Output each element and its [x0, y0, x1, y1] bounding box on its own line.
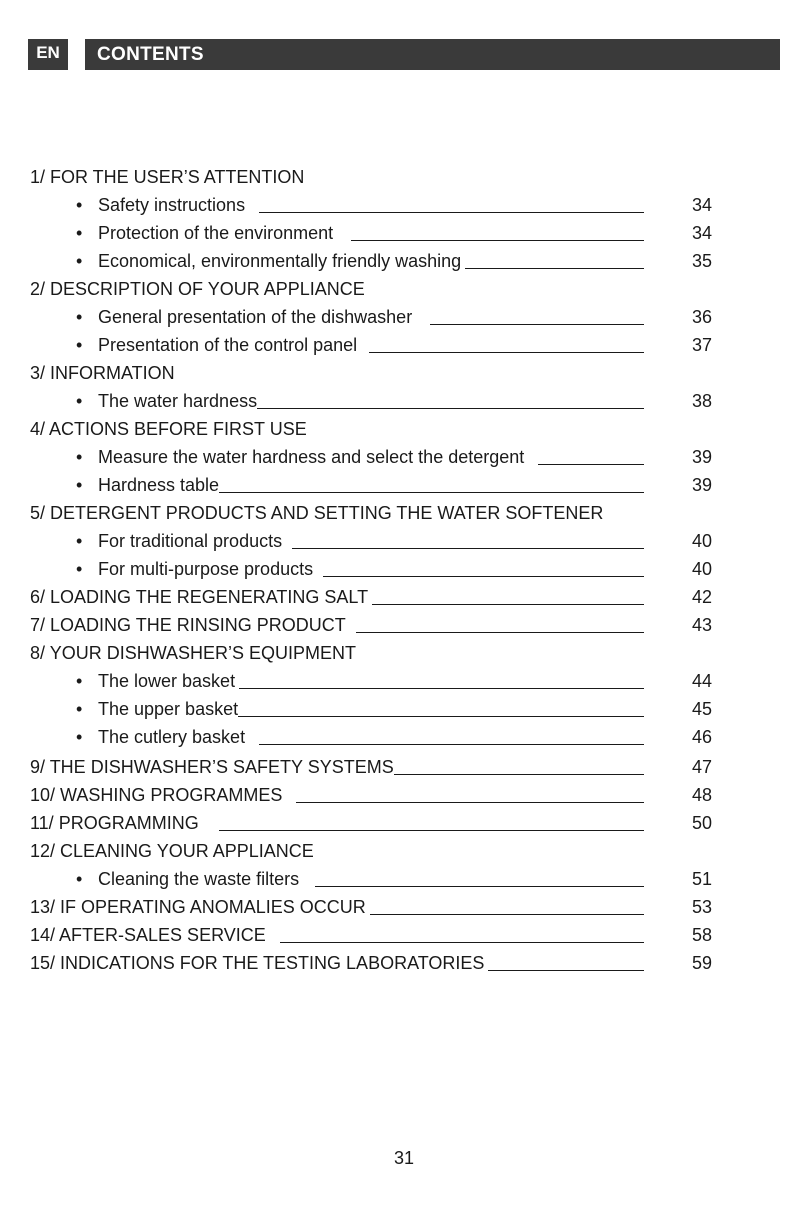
toc-page-number: 42: [691, 587, 712, 607]
bullet-icon: •: [76, 447, 83, 467]
leader-line: [315, 886, 644, 887]
toc-section-2[interactable]: [30, 275, 720, 303]
toc-page-number: 45: [691, 699, 712, 719]
leader-line: [219, 492, 644, 493]
toc-item-label: Measure the water hardness and select the detergent: [98, 447, 525, 467]
toc-page-number: 50: [691, 813, 712, 833]
toc-page-number: 40: [691, 531, 712, 551]
toc-section-title: 14/ AFTER-SALES SERVICE: [30, 925, 266, 945]
leader-line: [296, 802, 644, 803]
toc-item-upper-basket[interactable]: [30, 695, 720, 723]
bullet-icon: •: [76, 531, 83, 551]
toc-item-waste-filters[interactable]: [30, 865, 720, 893]
toc-item-hardness-table[interactable]: [30, 471, 720, 499]
leader-line: [370, 914, 644, 915]
toc-section-10[interactable]: [30, 781, 720, 809]
toc-item-label: The lower basket: [98, 671, 236, 691]
toc-page-number: 34: [691, 223, 712, 243]
toc-item-cutlery-basket[interactable]: [30, 723, 720, 751]
bullet-icon: •: [76, 869, 83, 889]
bullet-icon: •: [76, 727, 83, 747]
toc-item-economical-washing[interactable]: [30, 247, 720, 275]
toc-item-label: The cutlery basket: [98, 727, 246, 747]
toc-section-title: 6/ LOADING THE REGENERATING SALT: [30, 587, 369, 607]
toc-section-12[interactable]: [30, 837, 720, 865]
bullet-icon: •: [76, 559, 83, 579]
toc-item-label: The water hardness: [98, 391, 258, 411]
toc-item-label: Presentation of the control panel: [98, 335, 358, 355]
language-badge: EN: [28, 39, 68, 70]
toc-item-label: The upper basket: [98, 699, 239, 719]
toc-page-number: 46: [691, 727, 712, 747]
page-title: CONTENTS: [85, 39, 780, 70]
toc-item-label: For traditional products: [98, 531, 283, 551]
toc-section-title: 13/ IF OPERATING ANOMALIES OCCUR: [30, 897, 366, 917]
leader-line: [369, 352, 644, 353]
toc-page-number: 43: [691, 615, 712, 635]
bullet-icon: •: [76, 223, 83, 243]
toc-page-number: 59: [691, 953, 712, 973]
toc-item-safety-instructions[interactable]: [30, 191, 720, 219]
toc-section-4[interactable]: [30, 415, 720, 443]
toc-item-measure-water-hardness[interactable]: [30, 443, 720, 471]
toc-section-6[interactable]: [30, 583, 720, 611]
toc-item-multi-purpose-products[interactable]: [30, 555, 720, 583]
toc-item-label: Protection of the environment: [98, 223, 334, 243]
toc-page-number: 37: [691, 335, 712, 355]
leader-line: [259, 744, 644, 745]
toc-page-number: 44: [691, 671, 712, 691]
bullet-icon: •: [76, 251, 83, 271]
toc-page-number: 58: [691, 925, 712, 945]
toc-section-title: 4/ ACTIONS BEFORE FIRST USE: [30, 419, 307, 439]
leader-line: [280, 942, 644, 943]
bullet-icon: •: [76, 195, 83, 215]
toc-item-water-hardness[interactable]: [30, 387, 720, 415]
toc-page-number: 35: [691, 251, 712, 271]
toc-page-number: 47: [691, 757, 712, 777]
toc-item-traditional-products[interactable]: [30, 527, 720, 555]
leader-line: [292, 548, 644, 549]
leader-line: [351, 240, 644, 241]
toc-section-title: 2/ DESCRIPTION OF YOUR APPLIANCE: [30, 279, 365, 299]
toc-section-14[interactable]: [30, 921, 720, 949]
bullet-icon: •: [76, 671, 83, 691]
leader-line: [239, 688, 644, 689]
toc-page-number: 39: [691, 447, 712, 467]
leader-line: [257, 408, 644, 409]
bullet-icon: •: [76, 699, 83, 719]
bullet-icon: •: [76, 475, 83, 495]
bullet-icon: •: [76, 391, 83, 411]
toc-section-title: 12/ CLEANING YOUR APPLIANCE: [30, 841, 314, 861]
leader-line: [259, 212, 644, 213]
toc-section-title: 11/ PROGRAMMING: [30, 813, 199, 833]
leader-line: [394, 774, 644, 775]
toc-section-15[interactable]: [30, 949, 720, 977]
toc-page-number: 48: [691, 785, 712, 805]
toc-section-title: 9/ THE DISHWASHER’S SAFETY SYSTEMS: [30, 757, 394, 777]
toc-section-title: 1/ FOR THE USER’S ATTENTION: [30, 167, 305, 187]
toc-section-9[interactable]: [30, 751, 720, 781]
leader-line: [238, 716, 644, 717]
leader-line: [356, 632, 644, 633]
toc-item-protection-environment[interactable]: [30, 219, 720, 247]
leader-line: [538, 464, 644, 465]
toc-page-number: 53: [691, 897, 712, 917]
toc-item-control-panel[interactable]: [30, 331, 720, 359]
toc-page-number: 39: [691, 475, 712, 495]
toc-item-label: Hardness table: [98, 475, 220, 495]
toc-page-number: 51: [691, 869, 712, 889]
toc-section-title: 15/ INDICATIONS FOR THE TESTING LABORATORIES: [30, 953, 485, 973]
toc-section-11[interactable]: [30, 809, 720, 837]
toc-section-title: 8/ YOUR DISHWASHER’S EQUIPMENT: [30, 643, 357, 663]
toc-item-label: General presentation of the dishwasher: [98, 307, 413, 327]
leader-line: [430, 324, 644, 325]
toc-section-8[interactable]: [30, 639, 720, 667]
toc-section-title: 7/ LOADING THE RINSING PRODUCT: [30, 615, 346, 635]
toc-item-lower-basket[interactable]: [30, 667, 720, 695]
toc-section-13[interactable]: [30, 893, 720, 921]
leader-line: [465, 268, 644, 269]
toc-item-label: Economical, environmentally friendly washing: [98, 251, 462, 271]
toc-page-number: 34: [691, 195, 712, 215]
table-of-contents: [30, 163, 720, 977]
toc-section-title: 5/ DETERGENT PRODUCTS AND SETTING THE WATER SOFTENER: [30, 503, 604, 523]
toc-page-number: 38: [691, 391, 712, 411]
leader-line: [323, 576, 644, 577]
bullet-icon: •: [76, 307, 83, 327]
leader-line: [219, 830, 644, 831]
toc-section-title: 3/ INFORMATION: [30, 363, 175, 383]
toc-item-general-presentation[interactable]: [30, 303, 720, 331]
toc-section-1[interactable]: [30, 163, 720, 191]
toc-section-title: 10/ WASHING PROGRAMMES: [30, 785, 283, 805]
toc-page-number: 40: [691, 559, 712, 579]
toc-section-5[interactable]: [30, 499, 720, 527]
toc-item-label: Safety instructions: [98, 195, 246, 215]
leader-line: [488, 970, 644, 971]
page-number: 31: [393, 1148, 415, 1168]
toc-section-7[interactable]: [30, 611, 720, 639]
bullet-icon: •: [76, 335, 83, 355]
toc-page-number: 36: [691, 307, 712, 327]
toc-item-label: For multi-purpose products: [98, 559, 314, 579]
toc-item-label: Cleaning the waste filters: [98, 869, 300, 889]
toc-section-3[interactable]: [30, 359, 720, 387]
leader-line: [372, 604, 644, 605]
